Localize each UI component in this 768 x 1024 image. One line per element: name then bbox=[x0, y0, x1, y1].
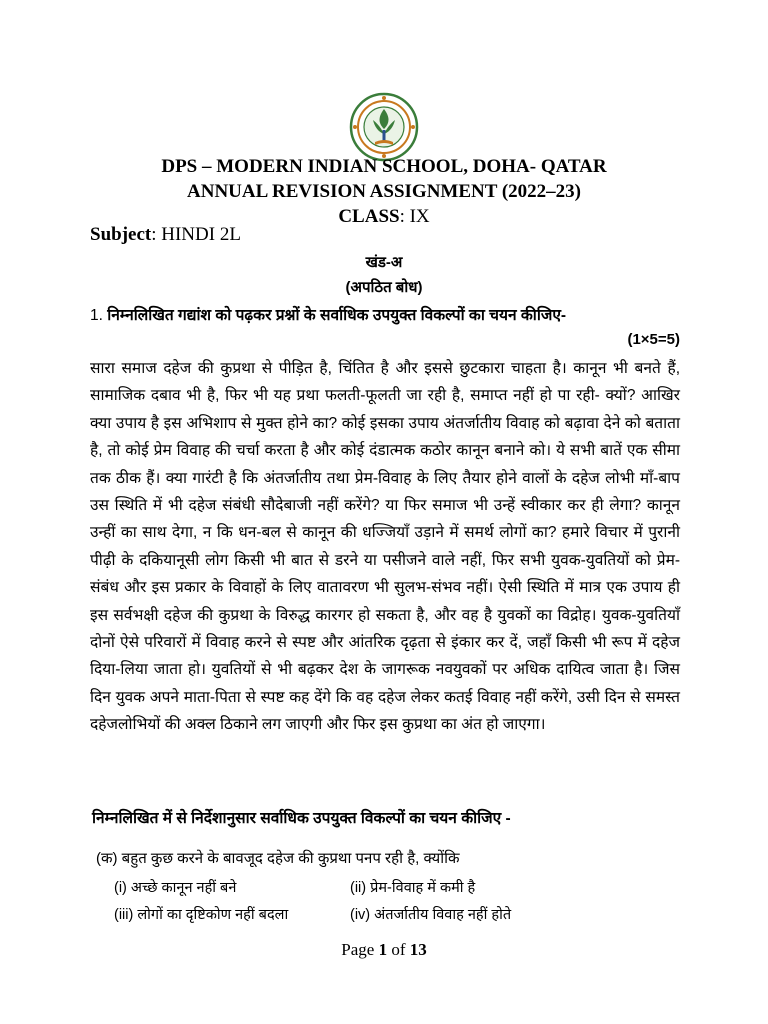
school-name: DPS – MODERN INDIAN SCHOOL, DOHA- QATAR bbox=[161, 156, 607, 177]
sub-instruction: निम्नलिखित में से निर्देशानुसार सर्वाधिक उपयुक्त विकल्पों का चयन कीजिए - bbox=[92, 810, 511, 827]
mcq-option-i: (i) अच्छे कानून नहीं बने bbox=[114, 880, 237, 896]
of-word: of bbox=[391, 940, 406, 959]
subject-line bbox=[90, 224, 241, 246]
page-current: 1 bbox=[378, 940, 388, 959]
page-total: 13 bbox=[409, 940, 427, 959]
unseen-passage: सारा समाज दहेज की कुप्रथा से पीड़ित है, चिंतित है और इससे छुटकारा चाहता है। कानून भी बनते हैं, सामाजिक दबाव भी है, फिर भी यह प्रथा फलती-फूलती जा रही है, समाप्त नहीं हो पा रही- क्यों? आखिर क्या उपाय है इस अभिशाप से मुक्त होने का? कोई इसका उपाय अंतर्जातीय विवाह को बढ़ावा देने को बताता है, तो कोई प्रेम विवाह की चर्चा करता है और कोई दंडात्मक कठोर कानून बनाने को। ये सभी बातें एक सीमा तक ठीक हैं। क्या गारंटी है कि अंतर्जातीय तथा प्रेम-विवाह के लिए तैयार होने वालों के दहेज लोभी माँ-बाप उस स्थिति में भी दहेज संबंधी सौदेबाजी नहीं करेंगे? या फिर समाज भी उन्हें स्वीकार कर ही लेगा? कानून उन्हीं का साथ देगा, न कि धन-बल से कानून की धज्जियाँ उड़ाने में समर्थ लोगों का? हमारे विचार में पुरानी पीढ़ी के दकियानूसी लोग किसी भी बात से डरने या पसीजने वाले नहीं, फिर सभी युवक-युवतियों को प्रेम-संबंध और इस प्रकार के विवाहों के लिए वातावरण भी सुलभ-संभव नहीं। ऐसी स्थिति में मात्र एक उपाय ही इस सर्वभक्षी दहेज की कुप्रथा के विरुद्ध कारगर हो सकता है, और वह है युवकों का विद्रोह। युवक-युवतियाँ दोनों ऐसे परिवारों में विवाह करने से स्पष्ट और आंतरिक दृढ़ता से इंकार कर दें, जहाँ किसी भी रूप में दहेज दिया-लिया जाता हो। युवतियों से भी बढ़कर देश के जागरूक नवयुवकों पर अधिक दायित्व जाता है। जिस दिन युवक अपने माता-पिता से स्पष्ट कह देंगे कि वह दहेज लेकर कतई विवाह नहीं करेंगे, उसी दिन से समस्त दहेजलोभियों की अक्ल ठिकाने लग जाएगी और फिर इस कुप्रथा का अंत हो जाएगा। bbox=[90, 360, 680, 734]
school-logo-icon bbox=[349, 92, 419, 162]
mcq-question-k: (क) बहुत कुछ करने के बावजूद दहेज की कुप्रथा पनप रही है, क्योंकि bbox=[96, 850, 460, 867]
subject-label: Subject bbox=[90, 224, 152, 245]
page-word: Page bbox=[341, 940, 375, 959]
question-number: 1. bbox=[90, 307, 103, 324]
question-marks: (1×5=5) bbox=[627, 331, 680, 348]
subject-value: : HINDI 2L bbox=[151, 224, 241, 245]
mcq-option-iv: (iv) अंतर्जातीय विवाह नहीं होते bbox=[350, 907, 512, 923]
page-footer bbox=[0, 940, 768, 960]
mcq-option-ii: (ii) प्रेम-विवाह में कमी है bbox=[350, 880, 476, 896]
question-1-instruction bbox=[90, 303, 690, 325]
class-value: : IX bbox=[399, 206, 430, 227]
question-text: निम्नलिखित गद्यांश को पढ़कर प्रश्नों के सर्वाधिक उपयुक्त विकल्पों का चयन कीजिए- bbox=[107, 307, 567, 324]
mcq-option-iii: (iii) लोगों का दृष्टिकोण नहीं बदला bbox=[114, 907, 289, 923]
section-title: (अपठित बोध) bbox=[345, 279, 423, 296]
class-label: CLASS bbox=[338, 206, 400, 227]
section-name: खंड-अ bbox=[365, 254, 403, 271]
assignment-title: ANNUAL REVISION ASSIGNMENT (2022–23) bbox=[187, 181, 581, 202]
